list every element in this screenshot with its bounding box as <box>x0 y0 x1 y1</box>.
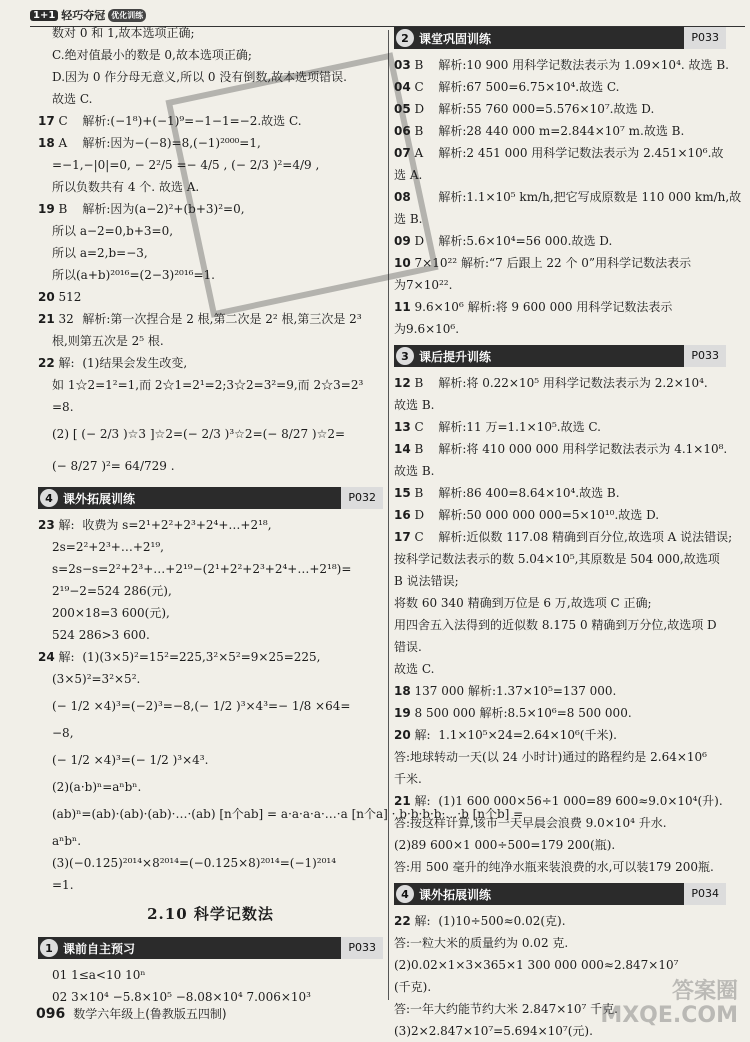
section-header <box>394 345 726 367</box>
answer-choice: 32 <box>58 312 74 326</box>
section-number: 3 <box>396 347 414 365</box>
text-line: 如 1☆2=1²=1,而 2☆1=2¹=2;3☆2=3²=9,而 2☆3=2³ <box>52 378 364 392</box>
answer-choice: A <box>414 146 424 160</box>
text-line: (3)(−0.125)²⁰¹⁴×8²⁰¹⁴=(−0.125×8)²⁰¹⁴=(−1)²⁰¹⁴ <box>52 856 337 870</box>
answer-choice: B <box>58 202 68 216</box>
text-line: (− 1/2 ×4)³=(−2)³=−8,(− 1/2 )³×4³=− 1/8 ×64= <box>52 699 351 713</box>
question-line <box>38 308 383 330</box>
section-title: 课后提升训练 <box>419 349 492 364</box>
text-line: 故选 C. <box>52 92 93 106</box>
question-number: 04 <box>394 80 411 94</box>
solution-text: 解析:将 0.22×10⁵ 用科学记数法表示为 2.2×10⁴. <box>438 376 708 390</box>
text-line: =−1,−|0|=0, − 2²/5 =− 4/5 , (− 2/3 )²=4/9 , <box>52 158 320 172</box>
question-line <box>394 724 726 746</box>
question-line <box>394 680 726 702</box>
text-line: =8. <box>52 400 74 414</box>
solution-text: 收费为 s=2¹+2²+2³+2⁴+…+2¹⁸, <box>82 518 272 532</box>
answer-choice: B <box>414 486 424 500</box>
section-page-ref: P033 <box>341 937 383 959</box>
question-line <box>394 372 726 394</box>
text-line: 2¹⁹−2=524 286(元), <box>52 584 172 598</box>
question-line <box>394 252 726 274</box>
solution-text: 解析:第一次捏合是 2 根,第二次是 2² 根,第三次是 2³ <box>82 312 362 326</box>
section-number: 2 <box>396 29 414 47</box>
solution-text: 解析:10 900 用科学记数法表示为 1.09×10⁴. 故选 B. <box>438 58 729 72</box>
solution-text: 解析:因为(a−2)²+(b+3)²=0, <box>82 202 245 216</box>
text-line: 故选 B. <box>394 464 435 478</box>
section-title: 课外拓展训练 <box>419 887 492 902</box>
question-number: 18 <box>38 136 55 150</box>
question-number: 18 <box>394 684 411 698</box>
solution-text: 解析:50 000 000 000=5×10¹⁰.故选 D. <box>438 508 660 522</box>
text-line: (ab)ⁿ=(ab)·(ab)·(ab)·…·(ab) [n个ab] = a·a·a·a·…·a [n个a] · b·b·b·b·…·b [n个b] = <box>52 807 524 821</box>
section-title: 课外拓展训练 <box>63 491 136 506</box>
solution-text: 解析:将 410 000 000 用科学记数法表示为 4.1×10⁸. <box>438 442 728 456</box>
text-line: 答:用 500 毫升的纯净水瓶来装浪费的水,可以装179 200瓶. <box>394 860 714 874</box>
solution-text: 解析:“7 后跟上 22 个 0”用科学记数法表示 <box>460 256 692 270</box>
question-number: 03 <box>394 58 411 72</box>
text-line: (− 8/27 )²= 64/729 . <box>52 459 175 473</box>
text-line: 答:地球转动一天(以 24 小时计)通过的路程约是 2.64×10⁶ <box>394 750 707 764</box>
answer-choice: C <box>58 114 68 128</box>
answer-choice: 解: <box>414 728 431 742</box>
answer-choice: D <box>414 508 425 522</box>
question-line <box>394 98 726 120</box>
question-number: 11 <box>394 300 411 314</box>
section-number: 4 <box>396 885 414 903</box>
question-number: 23 <box>38 518 55 532</box>
question-number: 24 <box>38 650 55 664</box>
question-number: 13 <box>394 420 411 434</box>
section-header <box>38 487 383 509</box>
text-line: 所以(a+b)²⁰¹⁶=(2−3)²⁰¹⁶=1. <box>52 268 215 282</box>
solution-text: 解析:2 451 000 用科学记数法表示为 2.451×10⁶.故 <box>438 146 724 160</box>
solution-text: (1)(3×5)²=15²=225,3²×5²=9×25=225, <box>82 650 321 664</box>
text-line: 千米. <box>394 772 422 786</box>
question-line <box>394 76 726 98</box>
solution-text: 解析:近似数 117.08 精确到百分位,故选项 A 说法错误; <box>438 530 733 544</box>
watermark-line2: MXQE.COM <box>600 1003 738 1028</box>
text-line: =1. <box>52 878 74 892</box>
question-line <box>394 186 742 208</box>
question-number: 21 <box>38 312 55 326</box>
question-line <box>394 482 726 504</box>
question-number: 17 <box>394 530 411 544</box>
question-number: 16 <box>394 508 411 522</box>
answer-choice: 512 <box>58 290 82 304</box>
answer-choice: 解: <box>414 914 431 928</box>
book-title: 数学六年级上(鲁教版五四制) <box>73 1007 227 1021</box>
question-line <box>38 198 383 220</box>
question-number: 07 <box>394 146 411 160</box>
text-line: 02 3×10⁴ −5.8×10⁵ −8.08×10⁴ 7.006×10³ <box>52 990 311 1004</box>
text-line: 按科学记数法表示的数 5.04×10⁵,其原数是 504 000,故选项 <box>394 552 720 566</box>
text-line: aⁿbⁿ. <box>52 834 82 848</box>
answer-choice: C <box>414 420 424 434</box>
text-line: 答:一粒大米的质量约为 0.02 克. <box>394 936 569 950</box>
text-line: 将数 60 340 精确到万位是 6 万,故选项 C 正确; <box>394 596 652 610</box>
solution-text: 解析:86 400=8.64×10⁴.故选 B. <box>438 486 620 500</box>
question-number: 19 <box>394 706 411 720</box>
page-footer <box>36 1005 227 1022</box>
text-line: 答:按这样计算,该市一天早晨会浪费 9.0×10⁴ 升水. <box>394 816 667 830</box>
question-line <box>394 54 729 76</box>
question-number: 10 <box>394 256 411 270</box>
brand-tag: 优化训练 <box>108 9 146 22</box>
question-line <box>394 416 726 438</box>
section-number: 1 <box>40 939 58 957</box>
question-number: 12 <box>394 376 411 390</box>
section-page-ref: P032 <box>341 487 383 509</box>
question-number: 22 <box>38 356 55 370</box>
answer-choice: 8 500 000 <box>414 706 476 720</box>
question-line <box>394 438 726 460</box>
text-line: (3×5)²=3²×5². <box>52 672 141 686</box>
solution-text: 解析:67 500=6.75×10⁴.故选 C. <box>438 80 620 94</box>
text-line: 所以 a−2=0,b+3=0, <box>52 224 174 238</box>
section-page-ref: P033 <box>684 345 726 367</box>
text-line: (2)0.02×1×3×365×1 300 000 000≈2.847×10⁷ <box>394 958 679 972</box>
answer-choice: B <box>414 124 424 138</box>
question-line <box>394 790 726 812</box>
column-divider <box>388 30 389 1000</box>
question-line <box>38 286 383 308</box>
section-title: 课堂巩固训练 <box>419 31 492 46</box>
question-line <box>38 352 383 374</box>
text-line: 200×18=3 600(元), <box>52 606 170 620</box>
answer-choice: D <box>414 234 425 248</box>
answer-choice: C <box>414 80 424 94</box>
text-line: (2)89 600×1 000÷500=179 200(瓶). <box>394 838 616 852</box>
answer-choice: 解: <box>414 794 431 808</box>
section-page-ref: P034 <box>684 883 726 905</box>
section-header <box>394 883 726 905</box>
answer-choice: 9.6×10⁶ <box>414 300 464 314</box>
question-number: 20 <box>38 290 55 304</box>
answer-choice: 解: <box>58 518 75 532</box>
brand-name: 轻巧夺冠 <box>61 9 106 22</box>
text-line: D.因为 0 作分母无意义,所以 0 没有倒数,故本选项错误. <box>52 70 347 84</box>
question-line <box>394 526 733 548</box>
text-line: (2)(a·b)ⁿ=aⁿbⁿ. <box>52 780 142 794</box>
answer-choice: 7×10²² <box>414 256 458 270</box>
page-number: 096 <box>36 1005 66 1022</box>
question-number: 17 <box>38 114 55 128</box>
answer-choice: 解: <box>58 356 75 370</box>
answer-choice: C <box>414 530 424 544</box>
text-line: (千克). <box>394 980 432 994</box>
question-line <box>394 120 726 142</box>
text-line: 选 B. <box>394 212 423 226</box>
text-line: 数对 0 和 1,故本选项正确; <box>52 26 195 40</box>
question-line <box>394 230 726 252</box>
solution-text: 1.1×10⁵×24=2.64×10⁶(千米). <box>438 728 617 742</box>
brand-logo: 1+1 <box>30 10 58 21</box>
right-column <box>394 22 742 1042</box>
text-line: 错误. <box>394 640 422 654</box>
solution-text: 解析:11 万=1.1×10⁵.故选 C. <box>438 420 601 434</box>
solution-text: (1)10÷500≈0.02(克). <box>438 914 566 928</box>
section-number: 4 <box>40 489 58 507</box>
question-number: 22 <box>394 914 411 928</box>
question-number: 06 <box>394 124 411 138</box>
question-line <box>394 296 726 318</box>
question-number: 21 <box>394 794 411 808</box>
solution-text: 解析:1.37×10⁵=137 000. <box>467 684 617 698</box>
answer-choice: D <box>414 102 425 116</box>
text-line: C.绝对值最小的数是 0,故本选项正确; <box>52 48 252 62</box>
text-line: 01 1≤a<10 10ⁿ <box>52 968 146 982</box>
solution-text: 解析:1.1×10⁵ km/h,把它写成原数是 110 000 km/h,故 <box>438 190 742 204</box>
text-line: 为9.6×10⁶. <box>394 322 460 336</box>
text-line: 故选 B. <box>394 398 435 412</box>
section-title: 课前自主预习 <box>63 941 136 956</box>
solution-text: 解析:8.5×10⁶=8 500 000. <box>479 706 632 720</box>
question-line <box>394 504 726 526</box>
answer-choice: B <box>414 58 424 72</box>
text-line: 524 286>3 600. <box>52 628 150 642</box>
question-line <box>38 514 383 536</box>
section-header <box>38 937 383 959</box>
solution-text: 解析:(−1⁸)+(−1)⁹=−1−1=−2.故选 C. <box>82 114 302 128</box>
text-line: 故选 C. <box>394 662 435 676</box>
question-number: 08 <box>394 190 411 204</box>
text-line: (− 1/2 ×4)³=(− 1/2 )³×4³. <box>52 753 209 767</box>
watermark-line1: 答案圈 <box>671 979 738 1004</box>
question-number: 19 <box>38 202 55 216</box>
text-line: (3)2×2.847×10⁷=5.694×10⁷(元). <box>394 1024 593 1038</box>
section-page-ref: P033 <box>684 27 726 49</box>
question-number: 15 <box>394 486 411 500</box>
question-line <box>38 646 383 668</box>
text-line: 所以负数共有 4 个. 故选 A. <box>52 180 200 194</box>
solution-text: 解析:55 760 000=5.576×10⁷.故选 D. <box>438 102 655 116</box>
text-line: 答:一年大约能节约大米 2.847×10⁷ 千克. <box>394 1002 618 1016</box>
solution-text: 解析:28 440 000 m=2.844×10⁷ m.故选 B. <box>438 124 685 138</box>
answer-choice: 解: <box>58 650 75 664</box>
text-line: −8, <box>52 726 74 740</box>
solution-text: 解析:5.6×10⁴=56 000.故选 D. <box>438 234 613 248</box>
solution-text: 解析:因为−(−8)=8,(−1)²⁰⁰⁰=1, <box>82 136 261 150</box>
text-line: 为7×10²². <box>394 278 453 292</box>
site-watermark <box>600 980 738 1028</box>
solution-text: (1)结果会发生改变, <box>82 356 188 370</box>
text-line: 用四舍五入法得到的近似数 8.175 0 精确到万分位,故选项 D <box>394 618 717 632</box>
question-number: 14 <box>394 442 411 456</box>
question-line <box>38 110 383 132</box>
section-header <box>394 27 726 49</box>
text-line: B 说法错误; <box>394 574 459 588</box>
text-line: 所以 a=2,b=−3, <box>52 246 148 260</box>
answer-choice: B <box>414 376 424 390</box>
text-line: 2s=2²+2³+…+2¹⁹, <box>52 540 164 554</box>
answer-choice: 137 000 <box>414 684 465 698</box>
question-line <box>394 702 726 724</box>
text-line: 根,则第五次是 2⁵ 根. <box>52 334 164 348</box>
text-line: s=2s−s=2²+2³+…+2¹⁹−(2¹+2²+2³+2⁴+…+2¹⁸)= <box>52 562 352 576</box>
text-line: (2) [ (− 2/3 )☆3 ]☆2=(− 2/3 )³☆2=(− 8/27 )☆2= <box>52 427 346 441</box>
solution-text: 解析:将 9 600 000 用科学记数法表示 <box>467 300 673 314</box>
question-number: 20 <box>394 728 411 742</box>
chapter-heading: 2.10 科学记数法 <box>147 905 274 923</box>
answer-choice: A <box>58 136 68 150</box>
text-line: 选 A. <box>394 168 423 182</box>
question-line <box>394 142 726 164</box>
answer-choice: B <box>414 442 424 456</box>
question-number: 09 <box>394 234 411 248</box>
question-line <box>38 132 383 154</box>
solution-text: (1)1 600 000×56÷1 000=89 600≈9.0×10⁴(升). <box>438 794 723 808</box>
question-line <box>394 910 726 932</box>
question-number: 05 <box>394 102 411 116</box>
